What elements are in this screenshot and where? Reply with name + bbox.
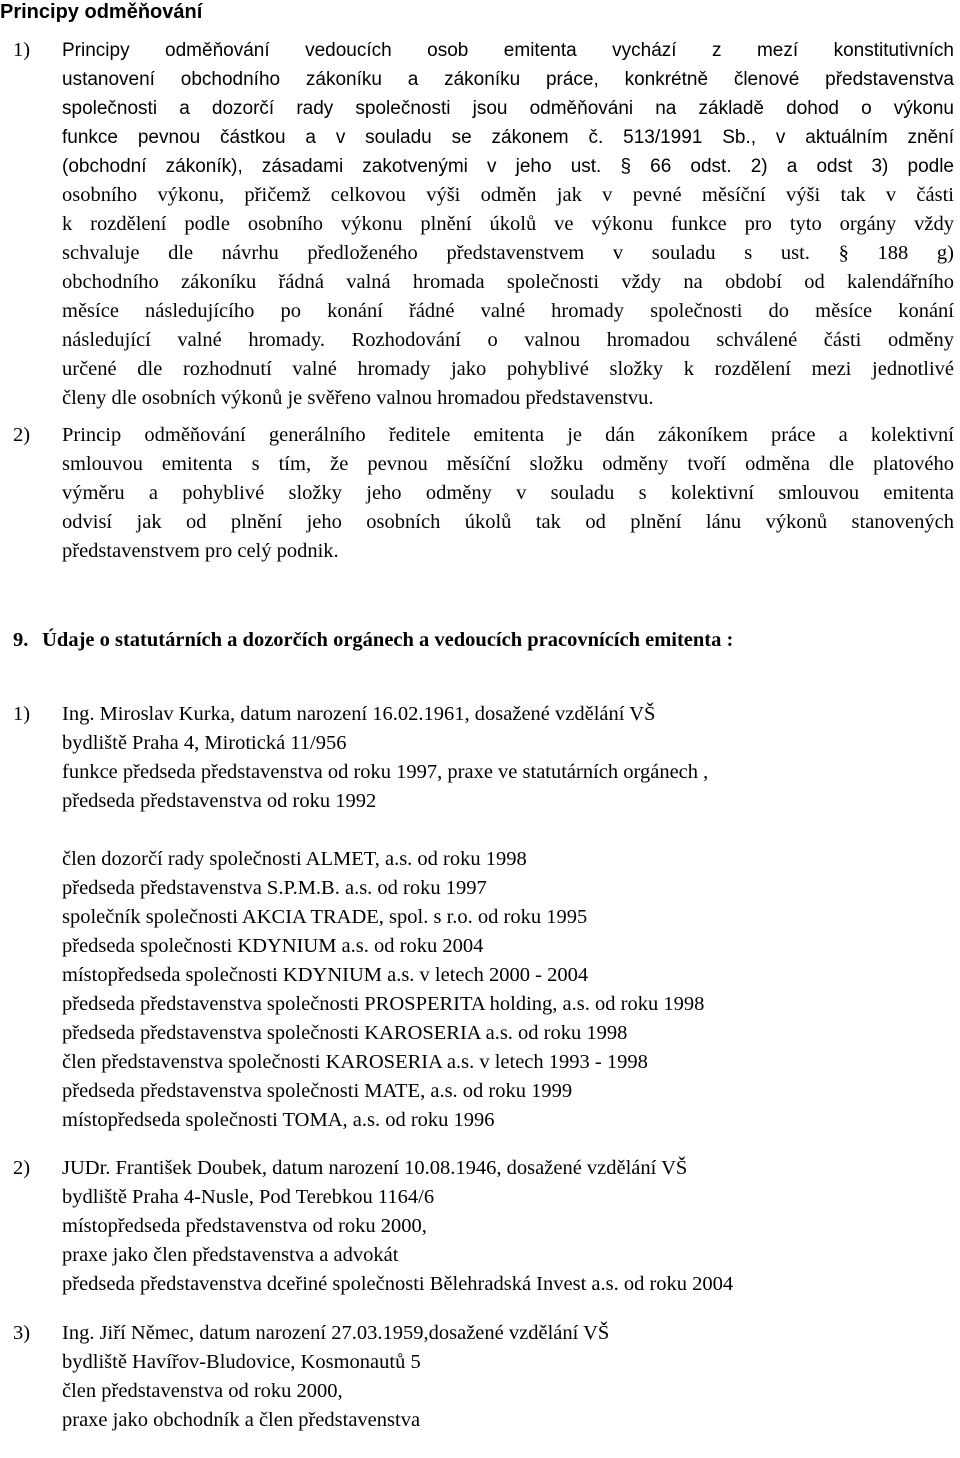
paragraph-line: výměru a pohyblivé složky jeho odměny v souladu s kolektivní smlouvou emitenta xyxy=(62,482,954,504)
section-number: 9. xyxy=(13,629,29,651)
paragraph-line: Principy odměňování vedoucích osob emitenta vychází z mezí konstitutivních xyxy=(62,40,954,61)
person-line: předseda představenstva od roku 1992 xyxy=(62,790,377,812)
paragraph-line: ustanovení obchodního zákoníku a zákoníku práce, konkrétně členové představenstva xyxy=(62,69,954,90)
person-item-1 xyxy=(0,700,954,1135)
person-item-2 xyxy=(0,1154,954,1299)
person-line: bydliště Praha 4-Nusle, Pod Terebkou 1164/6 xyxy=(62,1186,435,1208)
person-line: místopředseda představenstva od roku 2000, xyxy=(62,1215,427,1237)
paragraph-line: měsíce následujícího po konání řádné valné hromady společnosti do měsíce konání xyxy=(62,300,954,322)
paragraph-line: obchodního zákoníku řádná valná hromada společnosti vždy na období od kalendářního xyxy=(62,271,954,293)
paragraph-line: funkce pevnou částkou a v souladu se zákonem č. 513/1991 Sb., v aktuálním znění xyxy=(62,127,954,148)
person-line: předseda představenstva společnosti PROSPERITA holding, a.s. od roku 1998 xyxy=(62,993,705,1015)
person-line: Ing. Miroslav Kurka, datum narození 16.02.1961, dosažené vzdělání VŠ xyxy=(62,703,656,725)
paragraph-line: představenstvem pro celý podnik. xyxy=(62,540,339,562)
person-details xyxy=(62,1154,954,1299)
person-line: člen dozorčí rady společnosti ALMET, a.s. od roku 1998 xyxy=(62,848,527,870)
person-line: Ing. Jiří Němec, datum narození 27.03.1959,dosažené vzdělání VŠ xyxy=(62,1322,610,1344)
person-number: 1) xyxy=(13,703,31,725)
principle-item-1 xyxy=(0,36,954,413)
person-line: člen představenstva od roku 2000, xyxy=(62,1380,343,1402)
paragraph-line: členy dle osobních výkonů je svěřeno valnou hromadou představenstvu. xyxy=(62,387,654,409)
block-gap xyxy=(62,816,954,845)
paragraph-line: odvisí jak od plnění jeho osobních úkolů tak od plnění lánu výkonů stanovených xyxy=(62,511,954,533)
person-line: praxe jako člen představenstva a advokát xyxy=(62,1244,399,1266)
paragraph-line: k rozdělení podle osobního výkonu plnění úkolů ve výkonu funkce pro tyto orgány vždy xyxy=(62,213,954,235)
principle-text xyxy=(62,421,954,566)
person-line: JUDr. František Doubek, datum narození 10.08.1946, dosažené vzdělání VŠ xyxy=(62,1157,688,1179)
principle-item-2 xyxy=(0,421,954,566)
person-line: společník společnosti AKCIA TRADE, spol. s r.o. od roku 1995 xyxy=(62,906,588,928)
persons-list xyxy=(0,700,954,1435)
person-number: 2) xyxy=(13,1157,31,1179)
person-item-3 xyxy=(0,1319,954,1435)
person-line: předseda představenstva společnosti KAROSERIA a.s. od roku 1998 xyxy=(62,1022,628,1044)
person-line: předseda společnosti KDYNIUM a.s. od roku 2004 xyxy=(62,935,484,957)
principle-text xyxy=(62,36,954,413)
person-line: bydliště Praha 4, Mirotická 11/956 xyxy=(62,732,347,754)
paragraph-line: schvaluje dle návrhu předloženého představenstvem v souladu s ust. § 188 g) xyxy=(62,242,954,264)
person-line: funkce předseda představenstva od roku 1997, praxe ve statutárních orgánech , xyxy=(62,761,709,783)
person-line: bydliště Havířov-Bludovice, Kosmonautů 5 xyxy=(62,1351,421,1373)
paragraph-line: společnosti a dozorčí rady společnosti jsou odměňováni na základě dohod o výkonu xyxy=(62,98,954,119)
person-line: předseda představenstva společnosti MATE, a.s. od roku 1999 xyxy=(62,1080,573,1102)
principles-list xyxy=(0,36,954,566)
person-line: předseda představenstva dceřiné společnosti Bělehradská Invest a.s. od roku 2004 xyxy=(62,1273,734,1295)
principle-number: 1) xyxy=(13,39,31,61)
person-line: praxe jako obchodník a člen představenstva xyxy=(62,1409,421,1431)
page-title: Principy odměňování xyxy=(0,1,203,23)
person-line: předseda představenstva S.P.M.B. a.s. od roku 1997 xyxy=(62,877,487,899)
person-line: místopředseda společnosti KDYNIUM a.s. v letech 2000 - 2004 xyxy=(62,964,589,986)
paragraph-line: následující valné hromady. Rozhodování o valnou hromadou schválené části odměny xyxy=(62,329,954,351)
person-number: 3) xyxy=(13,1322,31,1344)
person-details xyxy=(62,700,954,1135)
paragraph-line: určené dle rozhodnutí valné hromady jako pohyblivé složky k rozdělení mezi jednotlivé xyxy=(62,358,954,380)
paragraph-line: Princip odměňování generálního ředitele emitenta je dán zákoníkem práce a kolektivní xyxy=(62,424,954,446)
principle-number: 2) xyxy=(13,424,31,446)
section-title: Údaje o statutárních a dozorčích orgánech a vedoucích pracovnících emitenta : xyxy=(42,629,734,651)
person-line: člen představenstva společnosti KAROSERIA a.s. v letech 1993 - 1998 xyxy=(62,1051,648,1073)
paragraph-line: osobního výkonu, přičemž celkovou výši odměn jak v pevné měsíční výši tak v části xyxy=(62,184,954,206)
person-line: místopředseda společnosti TOMA, a.s. od roku 1996 xyxy=(62,1109,495,1131)
paragraph-line: smlouvou emitenta s tím, že pevnou měsíční složku odměny tvoří odměna dle platového xyxy=(62,453,954,475)
section-heading xyxy=(13,626,943,655)
paragraph-line: (obchodní zákoník), zásadami zakotvenými v jeho ust. § 66 odst. 2) a odst 3) podle xyxy=(62,156,954,177)
person-details xyxy=(62,1319,954,1435)
